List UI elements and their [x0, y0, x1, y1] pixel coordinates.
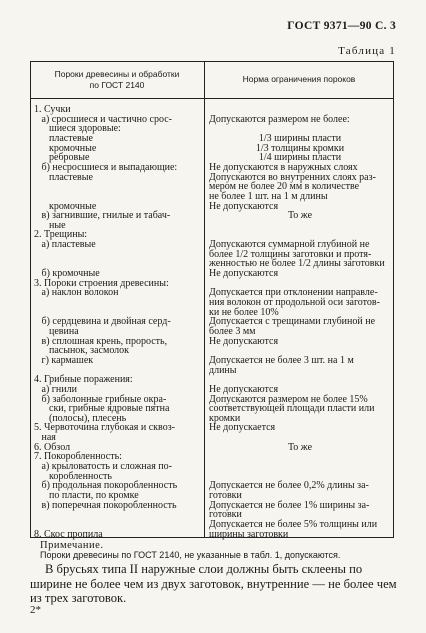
row-norm-text: соответствующей площади пласти или [209, 403, 375, 415]
table-title: Таблица 1 [338, 45, 396, 57]
table-right-border [393, 61, 394, 538]
row-defect-text: б) продольная покоробленность [34, 480, 178, 492]
row-norm-text: готовки [209, 490, 242, 501]
row-norm-text: не более 1 шт. на 1 м длины [209, 190, 328, 202]
row-norm-text: Не допускаются [209, 268, 279, 280]
row-defect-text: а) гнили [34, 383, 77, 395]
row-norm-text: Допускается не более 3 шт. на 1 м [209, 354, 354, 366]
table-top-border [30, 61, 394, 62]
row-norm-text: 1/4 ширины пласти [258, 152, 342, 164]
row-norm-text: То же [287, 441, 313, 453]
row-norm-text: ния волокон от продольной оси заготов- [209, 297, 380, 308]
row-norm-text: более 1/2 толщины заготовки и протя- [209, 248, 372, 260]
column-header-norm: Норма ограничения пороков [242, 74, 356, 84]
row-norm-text: Не допускается [209, 422, 276, 434]
column-header-defects: Пороки древесины и обработки по ГОСТ 2140 [54, 69, 180, 90]
row-defect-text: а) сросшиеся и частично срос- [34, 113, 172, 125]
row-defect-text: г) кармашек [34, 354, 94, 366]
row-norm-text: более 3 мм [209, 325, 256, 337]
row-defect-text: ребровые [34, 152, 90, 164]
row-defect-text: шиеся здоровые: [34, 123, 121, 135]
body-paragraph [30, 562, 400, 606]
row-defect-text: пасынок, засмолок [34, 345, 130, 357]
row-norm-text: Допускаются суммарной глубиной не [209, 239, 370, 251]
row-defect-text: ные [34, 219, 66, 231]
document-header: ГОСТ 9371—90 С. 3 [287, 20, 396, 32]
row-norm-text: Допускаются размером не более 15% [209, 393, 368, 405]
row-norm-text: Допускается с трещинами глубиной не [209, 316, 376, 328]
row-norm-text: длины [209, 364, 237, 376]
note-text: Пороки древесины по ГОСТ 2140, не указанные в табл. 1, допускаются. [40, 550, 341, 560]
row-defect-text: б) несросшиеся и выпадающие: [34, 161, 178, 173]
row-norm-text: Не допускаются [209, 383, 279, 395]
row-defect-text: 7. Покоробленность: [34, 451, 122, 463]
row-norm-text: Допускаются во внутренних слоях раз- [209, 171, 376, 183]
row-defect-text: коробленность [34, 470, 112, 482]
row-defect-text: (полосы), плесень [34, 412, 127, 424]
row-norm-text: мером не более 20 мм в количестве [209, 181, 360, 193]
row-norm-text: Не допускаются [209, 335, 279, 347]
row-norm-text: 1/3 толщины кромки [255, 142, 345, 154]
row-defect-text: пластевые [34, 132, 93, 144]
note-heading: Примечание. [40, 540, 104, 551]
row-defect-text: а) наклон волокон [34, 287, 119, 299]
row-norm-text: То же [287, 210, 313, 222]
row-defect-text: в) сплошная крень, прорость, [34, 335, 168, 347]
row-norm-text: Допускаются размером не более: [209, 113, 350, 125]
row-norm-text: Не допускаются в наружных слоях [209, 161, 358, 173]
row-norm-text: женностью не более 1/2 длины заготовки [209, 258, 385, 270]
row-defect-text: 4. Грибные поражения: [34, 374, 133, 386]
row-defect-text: в) загнившие, гнилые и табач- [34, 210, 171, 222]
row-defect-text: а) пластевые [34, 239, 96, 251]
row-defect-text: б) заболонные грибные окра- [34, 393, 167, 405]
row-defect-text: 3. Пороки строения древесины: [34, 277, 169, 289]
row-defect-text: кромочные [34, 200, 97, 212]
row-norm-text: 1/3 ширины пласти [258, 132, 342, 144]
row-defect-text: б) сердцевина и двойная серд- [34, 316, 171, 328]
row-norm-text: Допускается не более 5% толщины или [209, 518, 378, 530]
page-number: 2* [30, 604, 41, 616]
row-norm-text: кромки [209, 412, 241, 424]
row-defect-text: 5. Червоточина глубокая и сквоз- [34, 422, 175, 434]
row-norm-text: ки не более 10% [209, 306, 279, 318]
row-norm-text: готовки [209, 509, 242, 521]
table-left-border [30, 61, 31, 538]
table-header-divider [30, 98, 394, 99]
row-defect-text: кромочные [34, 142, 97, 154]
row-defect-text: б) кромочные [34, 268, 100, 280]
row-norm-text: Допускается не более 1% ширины за- [209, 499, 370, 511]
row-defect-text: 8. Скос пропила [34, 528, 103, 540]
row-defect-text: в) поперечная покоробленность [34, 499, 177, 511]
row-defect-text: 1. Сучки [34, 104, 71, 115]
row-defect-text: пластевые [34, 171, 93, 183]
row-defect-text: цевина [34, 325, 79, 337]
row-norm-text: Допускается при отклонении направле- [209, 287, 378, 299]
row-defect-text: а) крыловатость и сложная по- [34, 461, 172, 473]
row-defect-text: 2. Трещины: [34, 229, 88, 241]
row-defect-text: 6. Обзол [34, 441, 71, 453]
row-norm-text: Допускается не более 0,2% длины за- [209, 480, 369, 492]
body-paragraph-text: В брусьях типа II наружные слои должны быть склеены по ширине не более чем из двух заготовок, внутренние — не более чем из трех заготовок. [30, 562, 397, 606]
row-defect-text: по пласти, по кромке [34, 490, 139, 501]
row-norm-text: ширины заготовки [209, 528, 289, 540]
row-defect-text: ски, грибные ядровые пятна [34, 403, 170, 415]
table-column-divider [204, 61, 205, 538]
row-norm-text: Не допускаются [209, 200, 279, 212]
row-defect-text: ная [34, 432, 56, 444]
defects-table [30, 61, 394, 538]
